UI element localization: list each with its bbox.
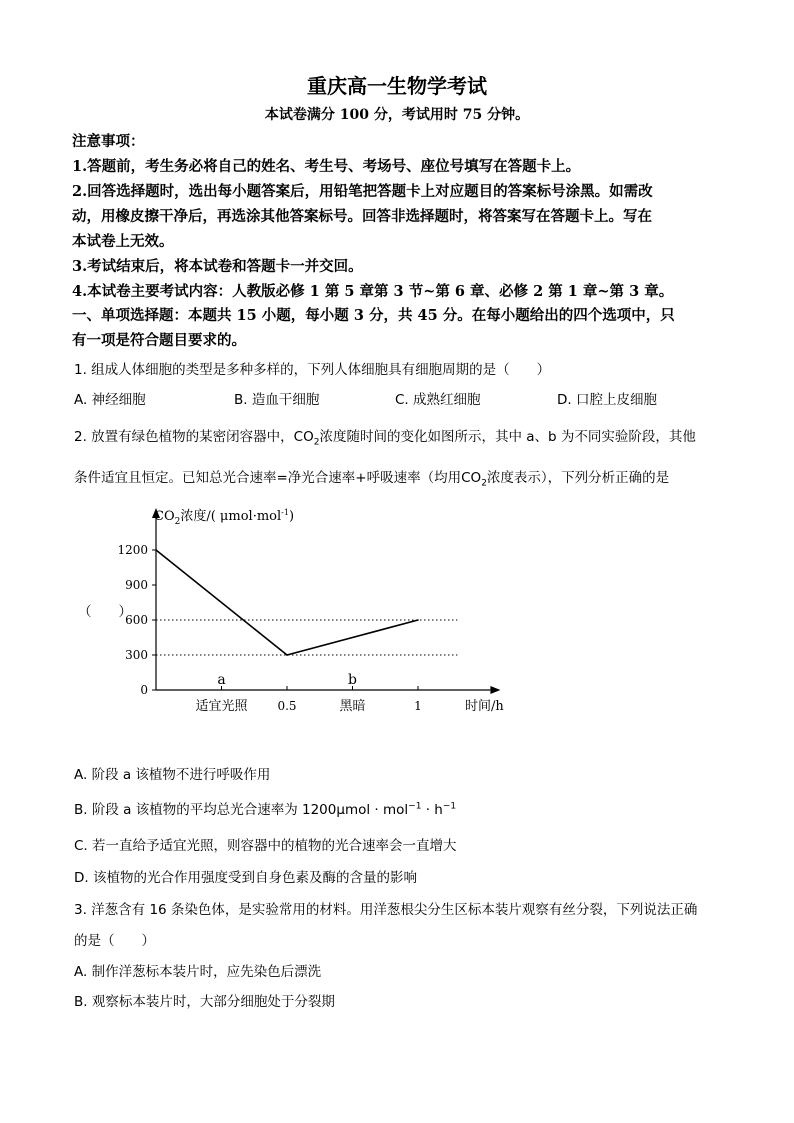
note-item-2-line-1: 2.回答选择题时，选出每小题答案后，用铅笔把答题卡上对应题目的答案标号涂黑。如需改 xyxy=(72,183,653,200)
question-3-stem-line-1: 3. 洋葱含有 16 条染色体，是实验常用的材料。用洋葱根尖分生区标本装片观察有丝分裂，下列说法正确 xyxy=(74,902,698,918)
co2-data-point xyxy=(286,654,288,656)
y-tick-label: 1200 xyxy=(117,543,148,557)
exam-subtitle: 本试卷满分 100 分，考试用时 75 分钟。 xyxy=(264,107,530,123)
phase-letter-b: b xyxy=(348,672,357,688)
section-1-heading-line-1: 一、单项选择题：本题共 15 小题，每小题 3 分，共 45 分。在每小题给出的四个选项中，只 xyxy=(72,307,675,324)
x-tick-label: 0.5 xyxy=(277,699,297,713)
x-axis-arrow xyxy=(490,686,500,694)
question-1-option-a: A. 神经细胞 xyxy=(74,392,146,408)
y-tick-label: 900 xyxy=(125,578,148,592)
question-1-option-b: B. 造血干细胞 xyxy=(234,392,320,408)
y-tick-label: 0 xyxy=(140,683,148,697)
note-item-2-line-3: 本试卷上无效。 xyxy=(72,233,174,250)
section-1-heading-line-2: 有一项是符合题目要求的。 xyxy=(72,332,246,349)
co2-series-line xyxy=(156,550,418,655)
question-2-answer-paren: （ ） xyxy=(78,604,132,620)
phase-label-b: 黑暗 xyxy=(339,699,366,714)
question-2-option-a: A. 阶段 a 该植物不进行呼吸作用 xyxy=(74,767,271,783)
question-1-option-c: C. 成熟红细胞 xyxy=(395,392,481,408)
question-3-option-b: B. 观察标本装片时，大部分细胞处于分裂期 xyxy=(74,994,335,1010)
question-1-stem: 1. 组成人体细胞的类型是多种多样的，下列人体细胞具有细胞周期的是（ ） xyxy=(74,362,551,378)
note-item-2-line-2: 动，用橡皮擦干净后，再选涂其他答案标号。回答非选择题时，将答案写在答题卡上。写在 xyxy=(72,208,652,225)
notes-heading: 注意事项： xyxy=(72,133,145,150)
question-3-stem-line-2: 的是（ ） xyxy=(74,933,155,949)
question-2-option-c: C. 若一直给予适宜光照，则容器中的植物的光合速率会一直增大 xyxy=(74,838,457,854)
note-item-1: 1.答题前，考生务必将自己的姓名、考生号、考场号、座位号填写在答题卡上。 xyxy=(72,158,581,175)
question-2-option-d: D. 该植物的光合作用强度受到自身色素及酶的含量的影响 xyxy=(74,870,417,886)
exam-title: 重庆高一生物学考试 xyxy=(307,74,487,98)
y-tick-label: 300 xyxy=(125,648,148,662)
question-2-option-b: B. 阶段 a 该植物的平均总光合速率为 $1200\mu mol \cdot mol^{-1} \cdot h^{-1}$ xyxy=(74,801,457,818)
y-tick-label: 600 xyxy=(125,613,148,627)
question-2-stem-line-2: 条件适宜且恒定。已知总光合速率=净光合速率+呼吸速率（均用$CO_2$浓度表示），下列分析正确的是 xyxy=(74,470,670,489)
co2-data-point xyxy=(417,619,419,621)
co2-data-point xyxy=(155,549,157,551)
co2-concentration-chart xyxy=(100,500,520,720)
phase-label-a: 适宜光照 xyxy=(195,699,248,714)
y-axis-label: $CO_2$浓度/( μmol·mol$^{-1}$) xyxy=(154,508,295,527)
question-3-option-a: A. 制作洋葱标本装片时，应先染色后漂洗 xyxy=(74,964,322,980)
x-axis-label: 时间/h xyxy=(465,699,504,714)
question-2-stem-line-1: 2. 放置有绿色植物的某密闭容器中，$CO_2$浓度随时间的变化如图所示，其中 a、b 为不同实验阶段，其他 xyxy=(74,429,696,448)
x-tick-label: 1 xyxy=(414,699,422,713)
note-item-3: 3.考试结束后，将本试卷和答题卡一并交回。 xyxy=(72,258,363,275)
phase-letter-a: a xyxy=(217,672,226,688)
note-item-4: 4.本试卷主要考试内容：人教版必修 1 第 5 章第 3 节~第 6 章、必修 2 第 1 章~第 3 章。 xyxy=(72,283,674,300)
question-1-option-d: D. 口腔上皮细胞 xyxy=(557,392,657,408)
